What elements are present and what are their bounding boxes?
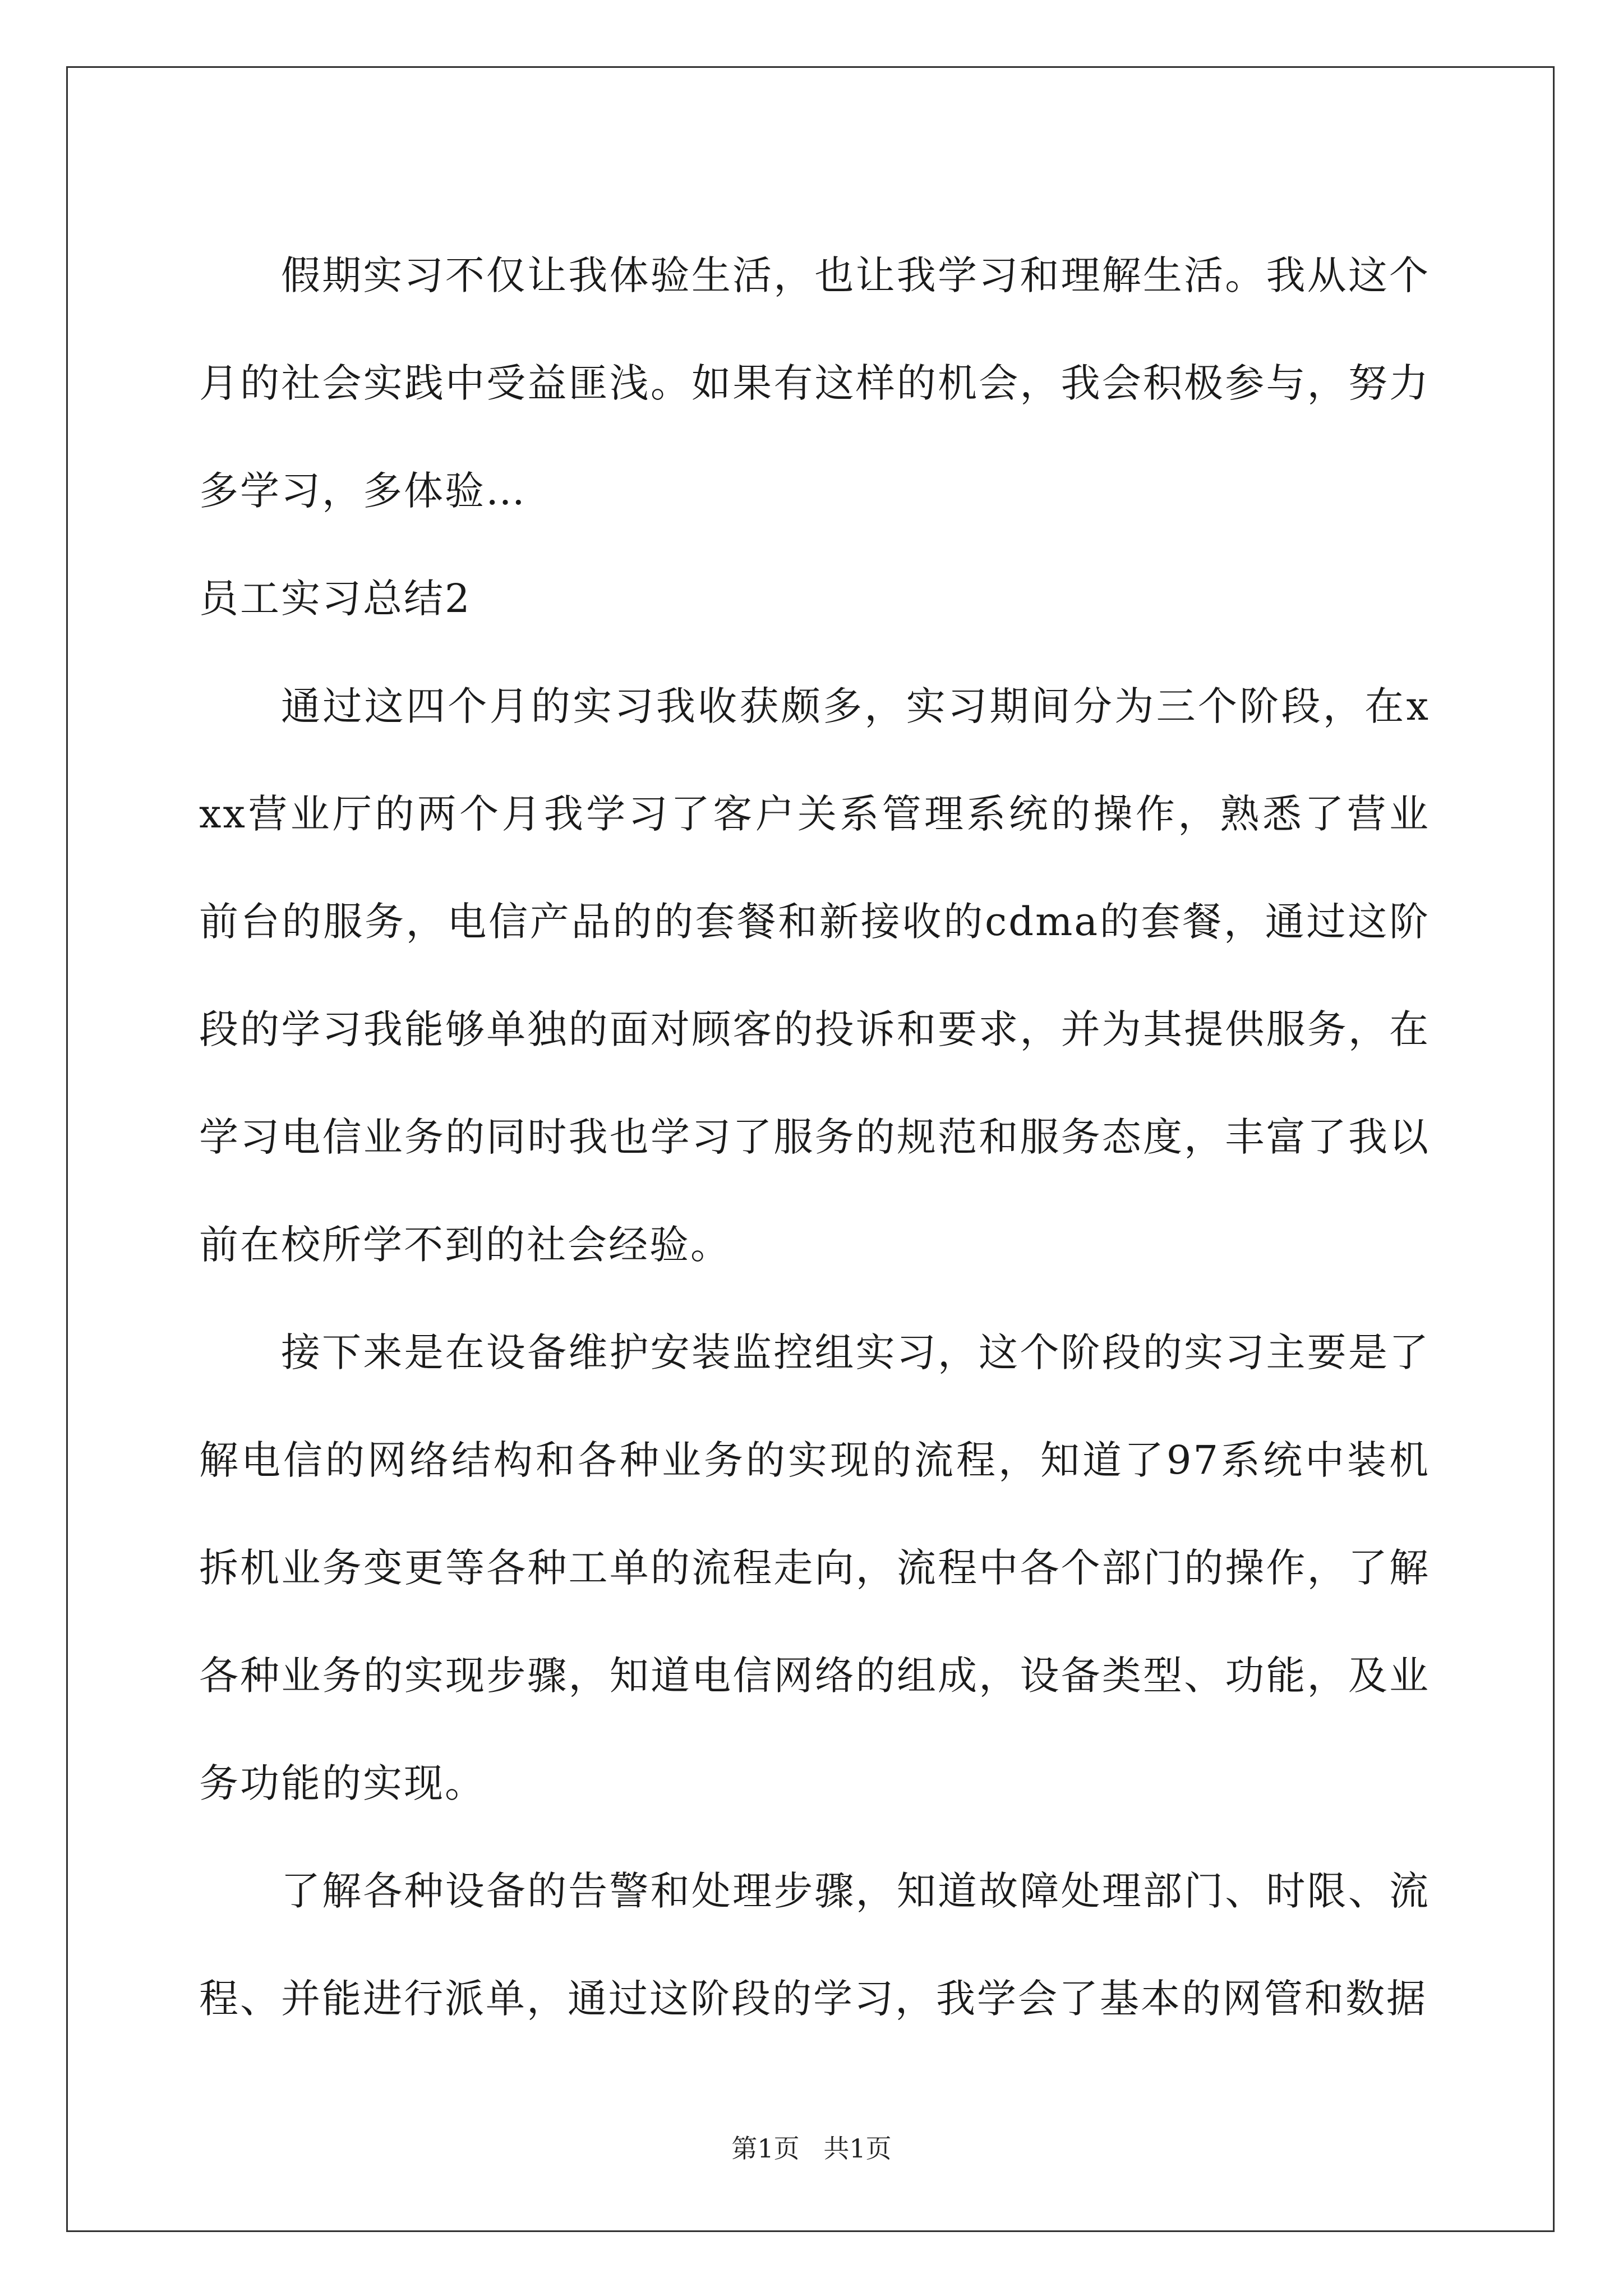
paragraph-stage-three: 了解各种设备的告警和处理步骤，知道故障处理部门、时限、流程、并能进行派单，通过这阶段的学习，我学会了基本的网管和数据 [199, 1868, 1430, 2022]
paragraph-stage-two: 接下来是在设备维护安装监控组实习，这个阶段的实习主要是了解电信的网络结构和各种业务的实现的流程，知道了97系统中装机拆机业务变更等各种工单的流程走向，流程中各个部门的操作，了解各种业务的实现步骤，知道电信网络的组成，设备类型、功能，及业务功能的实现。 [199, 1329, 1430, 1806]
section-heading: 员工实习总结2 [199, 576, 472, 622]
paragraph-intro: 假期实习不仅让我体验生活，也让我学习和理解生活。我从这个月的社会实践中受益匪浅。如果有这样的机会，我会积极参与，努力多学习，多体验… [199, 252, 1430, 514]
page-total: 共1页 [823, 2133, 892, 2164]
paragraph-stage-one: 通过这四个月的实习我收获颇多，实习期间分为三个阶段，在xxx营业厅的两个月我学习了客户关系管理系统的操作，熟悉了营业前台的服务，电信产品的的套餐和新接收的cdma的套餐，通过这阶段的学习我能够单独的面对顾客的投诉和要求，并为其提供服务，在学习电信业务的同时我也学习了服务的规范和服务态度，丰富了我以前在校所学不到的社会经验。 [199, 683, 1430, 1268]
page-number: 第1页 [731, 2133, 800, 2164]
document-body [199, 222, 1430, 2053]
page-footer [0, 2132, 1623, 2165]
